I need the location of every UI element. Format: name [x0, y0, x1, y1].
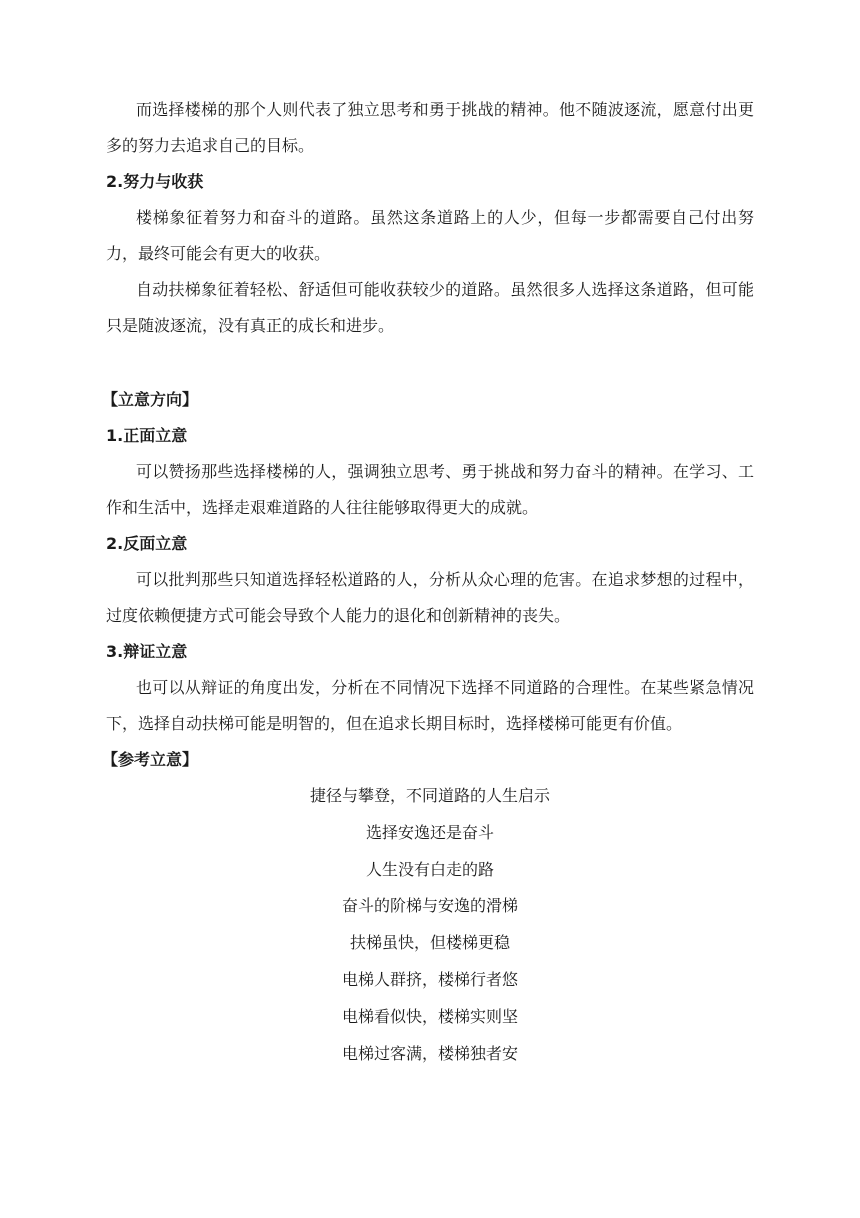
reference-title-line: 电梯看似快，楼梯实则坚 [341, 1006, 518, 1026]
negative-theme-text: 可以批判那些只知道选择轻松道路的人，分析从众心理的危害。在追求梦想的过程中，过度依赖便捷方式可能会导致个人能力的退化和创新精神的丧失。 [106, 570, 754, 625]
reference-titles-title: 【参考立意】 [102, 750, 199, 769]
reference-title-line: 电梯人群挤，楼梯行者悠 [341, 969, 518, 989]
document-content [102, 92, 754, 1072]
dialectical-theme-heading: 3.辩证立意 [106, 642, 188, 661]
reference-title-line: 奋斗的阶梯与安逸的滑梯 [341, 896, 518, 916]
reference-title-line: 人生没有白走的路 [365, 859, 494, 879]
reference-title-line: 电梯过客满，楼梯独者安 [341, 1043, 518, 1063]
theme-direction-title: 【立意方向】 [102, 390, 199, 409]
reference-title-line: 扶梯虽快，但楼梯更稳 [349, 933, 510, 953]
negative-theme-heading: 2.反面立意 [106, 534, 188, 553]
positive-theme-text: 可以赞扬那些选择楼梯的人，强调独立思考、勇于挑战和努力奋斗的精神。在学习、工作和生活中，选择走艰难道路的人往往能够取得更大的成就。 [106, 462, 754, 517]
reference-title-line: 捷径与攀登，不同道路的人生启示 [309, 786, 550, 805]
reference-title-list [106, 778, 754, 1072]
section-heading-effort: 2.努力与收获 [106, 172, 204, 191]
spacer [106, 344, 754, 382]
dialectical-theme-text: 也可以从辩证的角度出发，分析在不同情况下选择不同道路的合理性。在某些紧急情况下，选择自动扶梯可能是明智的，但在追求长期目标时，选择楼梯可能更有价值。 [106, 678, 754, 733]
positive-theme-heading: 1.正面立意 [106, 426, 188, 445]
reference-title-line: 选择安逸还是奋斗 [365, 822, 494, 842]
paragraph-escalator: 自动扶梯象征着轻松、舒适但可能收获较少的道路。虽然很多人选择这条道路，但可能只是随波逐流，没有真正的成长和进步。 [106, 280, 754, 335]
paragraph-stairs: 楼梯象征着努力和奋斗的道路。虽然这条道路上的人少，但每一步都需要自己付出努力，最终可能会有更大的收获。 [106, 208, 754, 263]
intro-paragraph: 而选择楼梯的那个人则代表了独立思考和勇于挑战的精神。他不随波逐流，愿意付出更多的努力去追求自己的目标。 [106, 100, 754, 155]
